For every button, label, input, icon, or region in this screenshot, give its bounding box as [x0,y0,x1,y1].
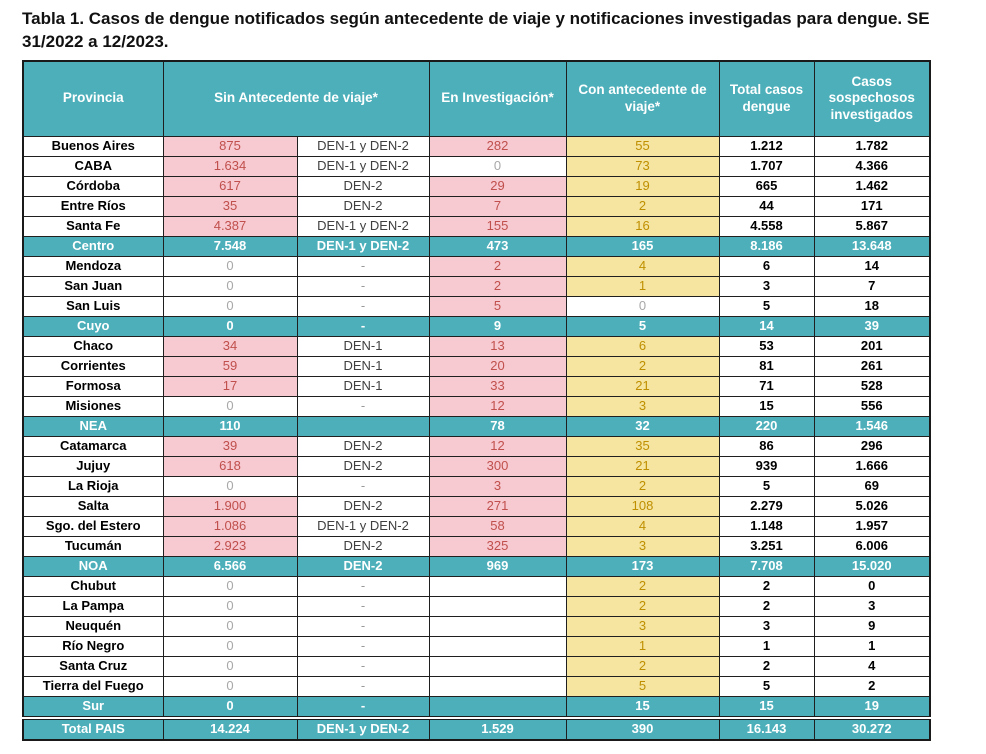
cell-total-casos: 14 [719,316,814,336]
cell-provincia: Santa Fe [23,216,163,236]
cell-provincia: CABA [23,156,163,176]
cell-sospechosos: 7 [814,276,930,296]
cell-sin-antecedente: 17 [163,376,297,396]
cell-en-investigacion: 2 [429,276,566,296]
cell-en-investigacion: 12 [429,396,566,416]
cell-en-investigacion: 300 [429,456,566,476]
table-row [23,436,930,456]
cell-serotipo [297,416,429,436]
cell-en-investigacion [429,696,566,718]
cell-con-antecedente: 0 [566,296,719,316]
cell-sospechosos: 1.782 [814,136,930,156]
cell-sin-antecedente: 1.634 [163,156,297,176]
table-row [23,396,930,416]
cell-con-antecedente: 6 [566,336,719,356]
cell-sospechosos: 1.666 [814,456,930,476]
cell-con-antecedente: 16 [566,216,719,236]
cell-sospechosos: 39 [814,316,930,336]
table-row [23,536,930,556]
cell-total-casos: 3 [719,616,814,636]
cell-con-antecedente: 3 [566,616,719,636]
cell-sospechosos: 1 [814,636,930,656]
cell-serotipo: - [297,476,429,496]
cell-sospechosos: 1.546 [814,416,930,436]
cell-con-antecedente: 3 [566,396,719,416]
cell-total-casos: 15 [719,696,814,718]
cell-sin-antecedente: 110 [163,416,297,436]
cell-serotipo: - [297,636,429,656]
cell-sin-antecedente: 14.224 [163,718,297,740]
cell-serotipo: DEN-1 y DEN-2 [297,516,429,536]
cell-provincia: NEA [23,416,163,436]
cell-total-casos: 5 [719,296,814,316]
cell-con-antecedente: 32 [566,416,719,436]
cell-total-casos: 71 [719,376,814,396]
cell-serotipo: DEN-2 [297,536,429,556]
cell-en-investigacion: 473 [429,236,566,256]
cell-sin-antecedente: 617 [163,176,297,196]
cell-sin-antecedente: 59 [163,356,297,376]
cell-serotipo: - [297,316,429,336]
cell-con-antecedente: 2 [566,356,719,376]
table-title: Tabla 1. Casos de dengue notificados según antecedente de viaje y notificaciones investigadas para dengue. SE 31/2022 a 12/2023. [22,9,930,51]
cell-con-antecedente: 35 [566,436,719,456]
table-row [23,356,930,376]
cell-provincia: Jujuy [23,456,163,476]
cell-con-antecedente: 2 [566,656,719,676]
cell-provincia: San Juan [23,276,163,296]
cell-sin-antecedente: 0 [163,696,297,718]
cell-total-casos: 1.148 [719,516,814,536]
cell-con-antecedente: 2 [566,576,719,596]
cell-total-casos: 2.279 [719,496,814,516]
cell-con-antecedente: 4 [566,256,719,276]
cell-serotipo: DEN-2 [297,556,429,576]
cell-en-investigacion [429,656,566,676]
table-row [23,616,930,636]
cell-serotipo: - [297,616,429,636]
col-header-total-casos: Total casos dengue [719,61,814,137]
cell-en-investigacion: 282 [429,136,566,156]
cell-serotipo: - [297,656,429,676]
cell-provincia: Salta [23,496,163,516]
cell-sin-antecedente: 0 [163,256,297,276]
cell-sospechosos: 5.867 [814,216,930,236]
cell-sin-antecedente: 0 [163,276,297,296]
table-row [23,516,930,536]
table-row [23,236,930,256]
cell-en-investigacion: 29 [429,176,566,196]
cell-total-casos: 7.708 [719,556,814,576]
cell-sin-antecedente: 618 [163,456,297,476]
table-row [23,696,930,718]
cell-serotipo: - [297,596,429,616]
cell-en-investigacion: 20 [429,356,566,376]
cell-en-investigacion: 5 [429,296,566,316]
cell-serotipo: DEN-1 y DEN-2 [297,136,429,156]
cell-con-antecedente: 73 [566,156,719,176]
cell-en-investigacion: 12 [429,436,566,456]
cell-sin-antecedente: 875 [163,136,297,156]
cell-serotipo: DEN-2 [297,176,429,196]
cell-sin-antecedente: 0 [163,596,297,616]
cell-serotipo: - [297,576,429,596]
cell-provincia: NOA [23,556,163,576]
cell-provincia: Tierra del Fuego [23,676,163,696]
cell-total-casos: 3 [719,276,814,296]
table-row [23,676,930,696]
cell-serotipo: - [297,256,429,276]
cell-sin-antecedente: 34 [163,336,297,356]
table-row [23,496,930,516]
cell-en-investigacion [429,576,566,596]
cell-con-antecedente: 5 [566,676,719,696]
cell-sin-antecedente: 1.900 [163,496,297,516]
cell-serotipo: - [297,676,429,696]
cell-total-casos: 44 [719,196,814,216]
cell-serotipo: DEN-2 [297,436,429,456]
cell-total-casos: 1.707 [719,156,814,176]
cell-total-casos: 5 [719,476,814,496]
cell-provincia: Total PAIS [23,718,163,740]
table-row [23,156,930,176]
cell-total-casos: 4.558 [719,216,814,236]
cell-provincia: San Luis [23,296,163,316]
cell-provincia: Sur [23,696,163,718]
cell-total-casos: 1 [719,636,814,656]
cell-provincia: Centro [23,236,163,256]
cell-sospechosos: 261 [814,356,930,376]
cell-sospechosos: 19 [814,696,930,718]
cell-sospechosos: 9 [814,616,930,636]
cell-sin-antecedente: 4.387 [163,216,297,236]
cell-provincia: Cuyo [23,316,163,336]
header-row [23,61,930,137]
cell-total-casos: 16.143 [719,718,814,740]
cell-en-investigacion [429,636,566,656]
cell-total-casos: 220 [719,416,814,436]
cell-en-investigacion: 155 [429,216,566,236]
cell-total-casos: 15 [719,396,814,416]
cell-sin-antecedente: 0 [163,396,297,416]
col-header-provincia: Provincia [23,61,163,137]
table-row [23,376,930,396]
cell-sin-antecedente: 39 [163,436,297,456]
cell-con-antecedente: 5 [566,316,719,336]
cell-sospechosos: 6.006 [814,536,930,556]
cell-sin-antecedente: 0 [163,616,297,636]
cell-serotipo: - [297,276,429,296]
table-row [23,636,930,656]
cell-con-antecedente: 2 [566,196,719,216]
cell-en-investigacion: 78 [429,416,566,436]
cell-en-investigacion: 33 [429,376,566,396]
table-row [23,476,930,496]
cell-sospechosos: 3 [814,596,930,616]
cell-sin-antecedente: 6.566 [163,556,297,576]
cell-total-casos: 939 [719,456,814,476]
cell-con-antecedente: 19 [566,176,719,196]
cell-sospechosos: 18 [814,296,930,316]
cell-provincia: Entre Ríos [23,196,163,216]
cell-con-antecedente: 2 [566,476,719,496]
table-row [23,416,930,436]
cell-serotipo: - [297,296,429,316]
cell-provincia: Chubut [23,576,163,596]
cell-con-antecedente: 390 [566,718,719,740]
table-row [23,196,930,216]
table-row [23,596,930,616]
cell-en-investigacion: 0 [429,156,566,176]
table-row [23,556,930,576]
col-header-en-investigacion: En Investigación* [429,61,566,137]
table-row [23,576,930,596]
cell-con-antecedente: 15 [566,696,719,718]
col-header-sospechosos: Casos sospechosos investigados [814,61,930,137]
cell-sin-antecedente: 0 [163,676,297,696]
table-row [23,718,930,740]
cell-provincia: Catamarca [23,436,163,456]
cell-con-antecedente: 108 [566,496,719,516]
cell-provincia: Corrientes [23,356,163,376]
dengue-cases-table [22,60,931,741]
cell-provincia: Neuquén [23,616,163,636]
table-row [23,456,930,476]
cell-en-investigacion: 3 [429,476,566,496]
cell-provincia: Tucumán [23,536,163,556]
cell-total-casos: 53 [719,336,814,356]
cell-total-casos: 1.212 [719,136,814,156]
cell-serotipo: DEN-1 y DEN-2 [297,236,429,256]
cell-sospechosos: 1.462 [814,176,930,196]
cell-con-antecedente: 3 [566,536,719,556]
cell-provincia: Mendoza [23,256,163,276]
cell-sospechosos: 30.272 [814,718,930,740]
cell-sospechosos: 13.648 [814,236,930,256]
cell-en-investigacion: 13 [429,336,566,356]
cell-total-casos: 86 [719,436,814,456]
cell-provincia: Sgo. del Estero [23,516,163,536]
cell-provincia: Río Negro [23,636,163,656]
cell-serotipo: DEN-1 [297,336,429,356]
cell-sospechosos: 528 [814,376,930,396]
cell-en-investigacion: 7 [429,196,566,216]
table-row [23,176,930,196]
table-row [23,296,930,316]
cell-provincia: Chaco [23,336,163,356]
cell-sin-antecedente: 0 [163,296,297,316]
cell-sospechosos: 69 [814,476,930,496]
cell-total-casos: 665 [719,176,814,196]
cell-sin-antecedente: 0 [163,656,297,676]
table-row [23,316,930,336]
cell-serotipo: DEN-2 [297,496,429,516]
cell-provincia: Buenos Aires [23,136,163,156]
cell-serotipo: DEN-1 y DEN-2 [297,156,429,176]
cell-sin-antecedente: 0 [163,576,297,596]
cell-en-investigacion: 1.529 [429,718,566,740]
cell-sin-antecedente: 7.548 [163,236,297,256]
cell-sospechosos: 2 [814,676,930,696]
table-row [23,656,930,676]
cell-en-investigacion: 58 [429,516,566,536]
cell-con-antecedente: 21 [566,456,719,476]
cell-total-casos: 5 [719,676,814,696]
cell-en-investigacion: 969 [429,556,566,576]
cell-sin-antecedente: 0 [163,636,297,656]
cell-sospechosos: 296 [814,436,930,456]
cell-con-antecedente: 2 [566,596,719,616]
table-row [23,136,930,156]
cell-sospechosos: 4.366 [814,156,930,176]
cell-total-casos: 2 [719,596,814,616]
cell-total-casos: 2 [719,656,814,676]
cell-con-antecedente: 55 [566,136,719,156]
cell-con-antecedente: 1 [566,636,719,656]
cell-serotipo: DEN-1 [297,356,429,376]
cell-serotipo: - [297,396,429,416]
cell-sin-antecedente: 0 [163,316,297,336]
cell-sin-antecedente: 35 [163,196,297,216]
cell-con-antecedente: 165 [566,236,719,256]
cell-provincia: La Rioja [23,476,163,496]
table-body [23,136,930,740]
cell-total-casos: 81 [719,356,814,376]
cell-provincia: La Pampa [23,596,163,616]
cell-en-investigacion: 325 [429,536,566,556]
cell-sospechosos: 201 [814,336,930,356]
cell-provincia: Santa Cruz [23,656,163,676]
cell-serotipo: - [297,696,429,718]
cell-en-investigacion: 2 [429,256,566,276]
cell-sospechosos: 4 [814,656,930,676]
cell-serotipo: DEN-1 y DEN-2 [297,718,429,740]
cell-serotipo: DEN-2 [297,196,429,216]
cell-provincia: Misiones [23,396,163,416]
cell-provincia: Formosa [23,376,163,396]
cell-sin-antecedente: 1.086 [163,516,297,536]
table-row [23,216,930,236]
table-row [23,256,930,276]
cell-en-investigacion [429,596,566,616]
cell-en-investigacion: 9 [429,316,566,336]
cell-provincia: Córdoba [23,176,163,196]
cell-con-antecedente: 173 [566,556,719,576]
cell-con-antecedente: 1 [566,276,719,296]
cell-sospechosos: 5.026 [814,496,930,516]
table-row [23,336,930,356]
cell-en-investigacion [429,676,566,696]
cell-sospechosos: 15.020 [814,556,930,576]
cell-sin-antecedente: 2.923 [163,536,297,556]
cell-sin-antecedente: 0 [163,476,297,496]
cell-total-casos: 3.251 [719,536,814,556]
cell-serotipo: DEN-2 [297,456,429,476]
cell-con-antecedente: 21 [566,376,719,396]
cell-total-casos: 2 [719,576,814,596]
cell-serotipo: DEN-1 y DEN-2 [297,216,429,236]
col-header-sin-antecedente: Sin Antecedente de viaje* [163,61,429,137]
cell-total-casos: 6 [719,256,814,276]
cell-en-investigacion: 271 [429,496,566,516]
cell-sospechosos: 556 [814,396,930,416]
cell-sospechosos: 0 [814,576,930,596]
cell-en-investigacion [429,616,566,636]
table-row [23,276,930,296]
cell-serotipo: DEN-1 [297,376,429,396]
cell-con-antecedente: 4 [566,516,719,536]
cell-sospechosos: 1.957 [814,516,930,536]
cell-sospechosos: 171 [814,196,930,216]
cell-sospechosos: 14 [814,256,930,276]
cell-total-casos: 8.186 [719,236,814,256]
col-header-con-antecedente: Con antecedente de viaje* [566,61,719,137]
